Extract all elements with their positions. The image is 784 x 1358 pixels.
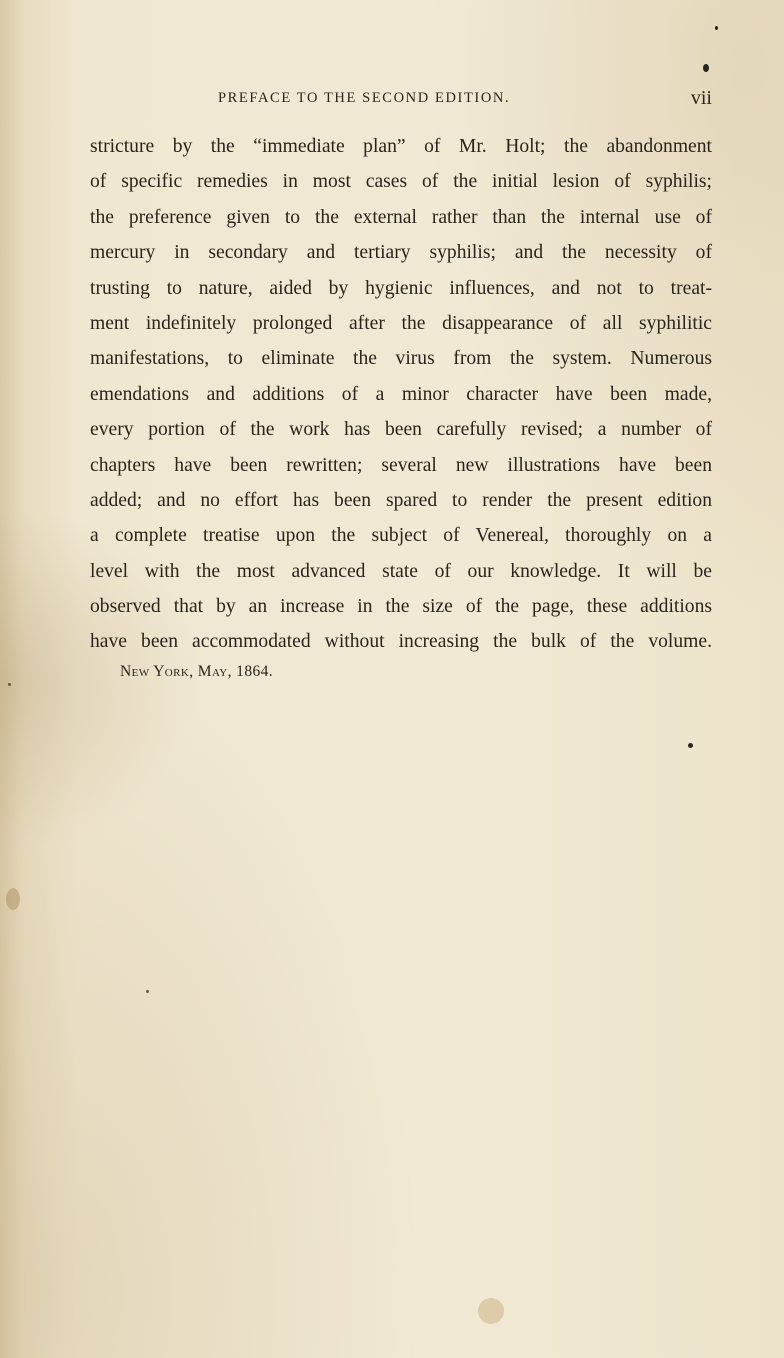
ink-speck [703,64,709,72]
ink-speck [146,990,149,993]
text-line: trusting to nature, aided by hygienic influences, and not to treat- [90,277,712,299]
text-line: the preference given to the external rather than the internal use of [90,206,712,228]
text-line: a complete treatise upon the subject of Venereal, thoroughly on a [90,525,712,547]
ink-speck [715,26,718,30]
ink-speck [688,743,693,748]
text-line: chapters have been rewritten; several new illustrations have been [90,454,712,476]
ink-speck [8,683,11,686]
text-line: ment indefinitely prolonged after the disappearance of all syphilitic [90,312,712,334]
foxing-spot [478,1298,504,1324]
text-line: manifestations, to eliminate the virus from the system. Numerous [90,348,712,370]
text-line: mercury in secondary and tertiary syphilis; and the necessity of [90,242,712,264]
body-paragraph [90,129,712,660]
text-line: observed that by an increase in the size of the page, these additions [90,596,712,618]
foxing-spot [6,888,20,910]
running-title: PREFACE TO THE SECOND EDITION. [218,90,511,106]
page-number: vii [690,87,712,109]
text-line: of specific remedies in most cases of the initial lesion of syphilis; [90,171,712,193]
place-date-signature: New York, May, 1864. [120,663,274,680]
text-line: added; and no effort has been spared to render the present edition [90,489,712,511]
text-line: emendations and additions of a minor character have been made, [90,383,712,405]
text-line: stricture by the “immediate plan” of Mr. Holt; the abandonment [90,136,712,157]
text-line: level with the most advanced state of our knowledge. It will be [90,560,712,582]
text-line: every portion of the work has been carefully revised; a number of [90,419,712,441]
text-line: have been accommodated without increasing the bulk of the volume. [90,631,712,653]
running-head [90,87,712,114]
